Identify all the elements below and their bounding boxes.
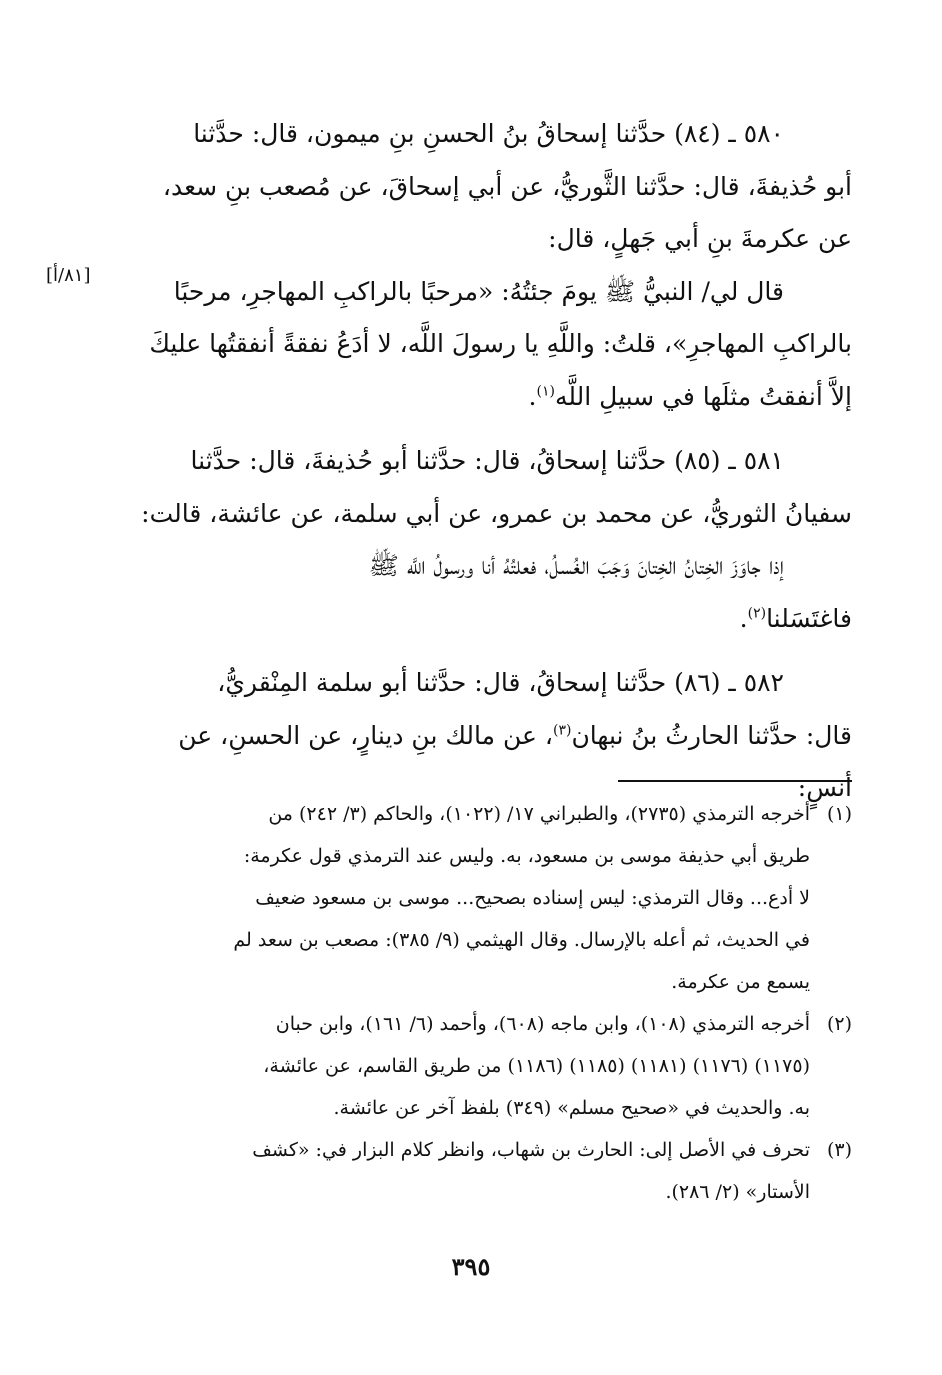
hadith-580-line-2: أبو حُذيفةَ، قال: حدَّثنا الثَّوريُّ، عن أبي إسحاقَ، عن مُصعب بنِ سعد، [162, 171, 852, 201]
hadith-581-quote-line-1: إذا جاوَزَ الخِتانُ الخِتانَ وَجَبَ الغُسلُ، فعلتُهُ أنا ورسولُ اللَّه ﷺ [368, 551, 784, 580]
footnote-separator [618, 780, 852, 782]
hadith-580-line-1: ٥٨٠ ـ (٨٤) حدَّثنا إسحاقُ بنُ الحسنِ بنِ ميمون، قال: حدَّثنا [193, 119, 784, 148]
hadith-580-line-3: عن عكرمةَ بنِ أبي جَهلٍ، قال: [548, 224, 852, 253]
footnote-line: طريق أبي حذيفة موسى بن مسعود، به. وليس عند الترمذي قول عكرمة: [243, 845, 810, 867]
footnote-ref-3[interactable]: (٣) [552, 722, 572, 739]
footnote-body [120, 1003, 810, 1129]
footnote-body [120, 793, 810, 1003]
footnote-body [120, 1129, 810, 1213]
hadith-580-quote-text: إلاَّ أنفقتُ مثلَها في سبيلِ اللَّه [554, 381, 852, 411]
footnote-number: (٢) [826, 1013, 852, 1035]
footnote-line: يسمع من عكرمة. [671, 971, 810, 993]
footnote-2 [120, 1003, 852, 1129]
footnote-3 [120, 1129, 852, 1213]
hadith-582-line-2-start: قال: حدَّثنا الحارثُ بنُ نبهان [571, 720, 852, 750]
hadith-580-quote-line-2: بالراكبِ المهاجرِ»، قلتُ: واللَّهِ يا رسولَ اللَّه، لا أدَعُ نفقةً أنفقتُها عليكَ [149, 329, 852, 358]
main-text [120, 108, 852, 827]
footnote-ref-2[interactable]: (٢) [747, 605, 767, 622]
end-mark: . [528, 381, 537, 411]
footnote-line: الأستار» (٢/ ٢٨٦). [665, 1181, 810, 1203]
footnote-number: (١) [826, 803, 852, 825]
hadith-582-line-2 [120, 710, 852, 763]
footnote-ref-1[interactable]: (١) [536, 383, 555, 400]
footnote-line: لا أدع... وقال الترمذي: ليس إسناده بصحيح... موسى بن مسعود ضعيف [255, 887, 810, 909]
hadith-582-line-1: ٥٨٢ ـ (٨٦) حدَّثنا إسحاقُ، قال: حدَّثنا أبو سلمة المِنْقريُّ، [217, 668, 784, 697]
hadith-581-line-2: سفيانُ الثوريُّ، عن محمد بن عمرو، عن أبي سلمة، عن عائشة، قالت: [141, 498, 852, 528]
footnote-line: تحرف في الأصل إلى: الحارث بن شهاب، وانظر كلام البزار في: «كشف [252, 1139, 810, 1161]
footnotes [120, 793, 852, 1213]
page-number: ٣٩٥ [451, 1252, 491, 1281]
hadith-582-line-2-end: ، عن مالك بنِ دينارٍ، عن الحسنِ، عن [178, 720, 553, 750]
hadith-580-quote-line-1: قال لي/ النبيُّ ﷺ يومَ جئتُهُ: «مرحبًا بالراكبِ المهاجرِ، مرحبًا [173, 276, 784, 306]
end-mark: . [739, 603, 748, 633]
footnote-1 [120, 793, 852, 1003]
footnote-line: في الحديث، ثم أعله بالإرسال. وقال الهيثمي (٩/ ٣٨٥): مصعب بن سعد لم [233, 929, 810, 951]
footnote-line: أخرجه الترمذي (٢٧٣٥)، والطبراني ١٧/ (١٠٢٢)، والحاكم (٣/ ٢٤٢) من [268, 803, 810, 825]
folio-marker: [٨١/أ] [46, 265, 91, 286]
hadith-581 [120, 435, 852, 645]
footnote-line: أخرجه الترمذي (١٠٨)، وابن ماجه (٦٠٨)، وأحمد (٦/ ١٦١)، وابن حبان [275, 1013, 810, 1035]
hadith-581-line-1: ٥٨١ ـ (٨٥) حدَّثنا إسحاقُ، قال: حدَّثنا أبو حُذيفةَ، قال: حدَّثنا [190, 446, 784, 475]
hadith-582 [120, 657, 852, 815]
footnote-number: (٣) [826, 1139, 852, 1161]
footnote-line: به. والحديث في «صحيح مسلم» (٣٤٩) بلفظ آخر عن عائشة. [333, 1097, 810, 1119]
footnote-line: (١١٧٥) (١١٧٦) (١١٨١) (١١٨٥) (١١٨٦) من طريق القاسم، عن عائشة، [263, 1055, 810, 1077]
hadith-581-quote-line-2 [120, 593, 852, 646]
hadith-580-quote-line-3 [120, 371, 852, 424]
hadith-582-line-3: أنسٍ: [797, 773, 852, 802]
hadith-580 [120, 108, 852, 423]
hadith-581-quote-text: فاغتَسَلنا [766, 603, 852, 633]
